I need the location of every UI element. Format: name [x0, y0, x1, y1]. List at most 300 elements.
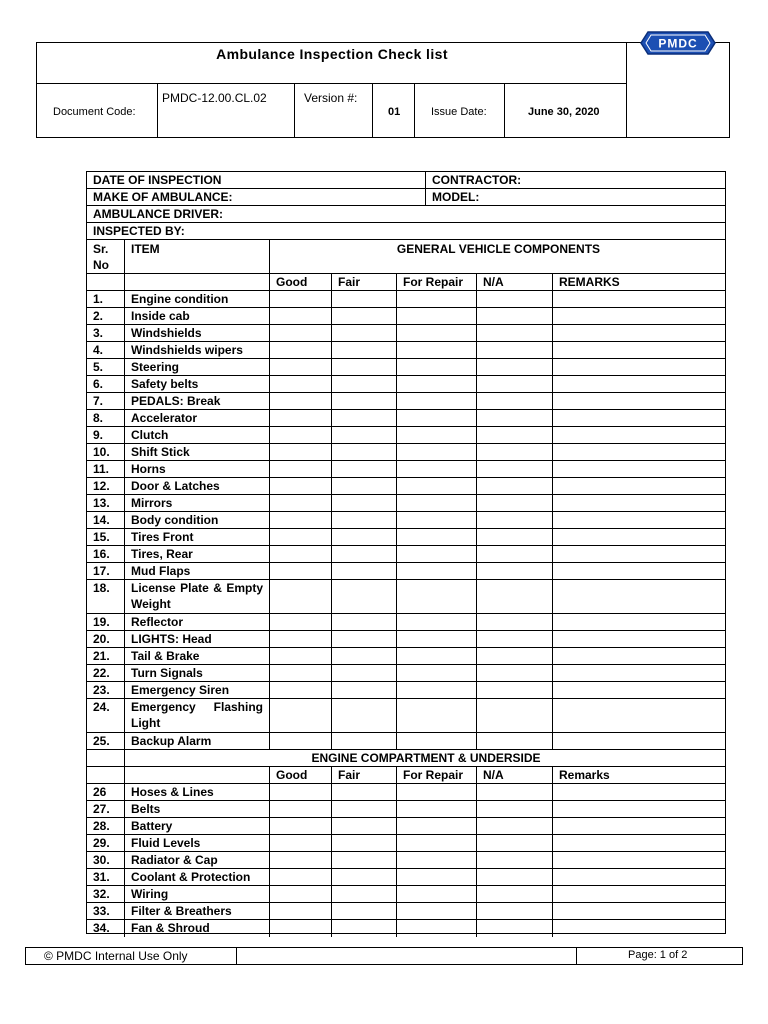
checklist-row	[87, 495, 725, 512]
item-number: 22.	[93, 666, 110, 680]
na-checkbox-cell[interactable]	[476, 665, 552, 681]
good-checkbox-cell[interactable]	[269, 495, 331, 511]
good-checkbox-cell[interactable]	[269, 512, 331, 528]
item-number: 20.	[93, 632, 110, 646]
remarks-checkbox-cell[interactable]	[552, 886, 727, 902]
item-name: Door & Latches	[124, 478, 269, 494]
for-repair-checkbox-cell[interactable]	[396, 461, 476, 477]
fair-checkbox-cell[interactable]	[331, 291, 396, 307]
header-divider	[157, 83, 158, 137]
remarks-checkbox-cell[interactable]	[552, 546, 727, 562]
item-number: 11.	[93, 462, 110, 476]
remarks-checkbox-cell[interactable]	[552, 903, 727, 919]
checklist-row	[87, 886, 725, 903]
for-repair-checkbox-cell[interactable]	[396, 648, 476, 664]
checklist-row	[87, 359, 725, 376]
na-checkbox-cell[interactable]	[476, 495, 552, 511]
page-footer	[25, 947, 743, 965]
remarks-checkbox-cell[interactable]	[552, 852, 727, 868]
remarks-checkbox-cell[interactable]	[552, 665, 727, 681]
checklist-row	[87, 648, 725, 665]
item-number: 21.	[93, 649, 110, 663]
make-of-ambulance-label: MAKE OF AMBULANCE:	[93, 190, 233, 204]
good-checkbox-cell[interactable]	[269, 631, 331, 647]
na-checkbox-cell[interactable]	[476, 869, 552, 885]
na-checkbox-cell[interactable]	[476, 903, 552, 919]
for-repair-checkbox-cell[interactable]	[396, 580, 476, 613]
item-name: Windshields wipers	[124, 342, 269, 358]
na-checkbox-cell[interactable]	[476, 852, 552, 868]
copyright-notice: © PMDC Internal Use Only	[44, 949, 188, 963]
column-header-good: Good	[269, 274, 331, 290]
fair-checkbox-cell[interactable]	[331, 869, 396, 885]
item-name: PEDALS: Break	[124, 393, 269, 409]
item-number: 9.	[93, 428, 104, 442]
for-repair-checkbox-cell[interactable]	[396, 614, 476, 630]
fair-checkbox-cell[interactable]	[331, 546, 396, 562]
remarks-checkbox-cell[interactable]	[552, 699, 727, 732]
for-repair-checkbox-cell[interactable]	[396, 920, 476, 937]
na-checkbox-cell[interactable]	[476, 699, 552, 732]
checklist-row	[87, 342, 725, 359]
fair-checkbox-cell[interactable]	[331, 920, 396, 937]
item-name: Emergency Siren	[124, 682, 269, 698]
item-name: Tires, Rear	[124, 546, 269, 562]
column-header-fair: Fair	[331, 274, 396, 290]
item-number: 14.	[93, 513, 110, 527]
remarks-checkbox-cell[interactable]	[552, 869, 727, 885]
checklist-row	[87, 461, 725, 478]
item-number: 25.	[93, 734, 110, 748]
for-repair-checkbox-cell[interactable]	[396, 563, 476, 579]
fair-checkbox-cell[interactable]	[331, 410, 396, 426]
for-repair-checkbox-cell[interactable]	[396, 784, 476, 800]
fair-checkbox-cell[interactable]	[331, 376, 396, 392]
na-checkbox-cell[interactable]	[476, 920, 552, 937]
good-checkbox-cell[interactable]	[269, 818, 331, 834]
fair-checkbox-cell[interactable]	[331, 325, 396, 341]
item-number: 8.	[93, 411, 104, 425]
info-row	[87, 189, 725, 206]
fair-checkbox-cell[interactable]	[331, 648, 396, 664]
item-name: License Plate & Empty Weight	[124, 580, 269, 613]
item-number: 15.	[93, 530, 110, 544]
checklist-row	[87, 427, 725, 444]
checklist-row	[87, 393, 725, 410]
item-number: 24.	[93, 700, 110, 714]
item-name: Filter & Breathers	[124, 903, 269, 919]
item-number: 17.	[93, 564, 110, 578]
remarks-checkbox-cell[interactable]	[552, 580, 727, 613]
remarks-checkbox-cell[interactable]	[552, 478, 727, 494]
item-number: 1.	[93, 292, 104, 306]
for-repair-checkbox-cell[interactable]	[396, 410, 476, 426]
na-checkbox-cell[interactable]	[476, 580, 552, 613]
item-name: Emergency Flashing Light	[124, 699, 269, 732]
na-checkbox-cell[interactable]	[476, 444, 552, 460]
item-name: Body condition	[124, 512, 269, 528]
good-checkbox-cell[interactable]	[269, 529, 331, 545]
for-repair-checkbox-cell[interactable]	[396, 325, 476, 341]
checklist-row	[87, 444, 725, 461]
fair-checkbox-cell[interactable]	[331, 444, 396, 460]
item-name: Turn Signals	[124, 665, 269, 681]
for-repair-checkbox-cell[interactable]	[396, 852, 476, 868]
item-name: Reflector	[124, 614, 269, 630]
checklist-row	[87, 512, 725, 529]
version-value: 01	[388, 105, 401, 118]
checklist-row	[87, 682, 725, 699]
good-checkbox-cell[interactable]	[269, 444, 331, 460]
column-header-good: Good	[269, 767, 331, 783]
item-number: 34.	[93, 921, 110, 935]
sr-no-header-line1: Sr.	[93, 242, 109, 256]
ambulance-driver-label: AMBULANCE DRIVER:	[93, 207, 223, 221]
item-number: 27.	[93, 802, 110, 816]
info-row	[87, 223, 725, 240]
good-checkbox-cell[interactable]	[269, 665, 331, 681]
column-header-for-repair: For Repair	[396, 274, 476, 290]
remarks-checkbox-cell[interactable]	[552, 444, 727, 460]
item-name: Steering	[124, 359, 269, 375]
checklist-row	[87, 869, 725, 886]
document-header	[36, 42, 730, 138]
remarks-checkbox-cell[interactable]	[552, 376, 727, 392]
fair-checkbox-cell[interactable]	[331, 461, 396, 477]
item-number: 7.	[93, 394, 104, 408]
na-checkbox-cell[interactable]	[476, 342, 552, 358]
na-checkbox-cell[interactable]	[476, 546, 552, 562]
fair-checkbox-cell[interactable]	[331, 529, 396, 545]
good-checkbox-cell[interactable]	[269, 903, 331, 919]
item-name: Tires Front	[124, 529, 269, 545]
fair-checkbox-cell[interactable]	[331, 784, 396, 800]
remarks-checkbox-cell[interactable]	[552, 325, 727, 341]
good-checkbox-cell[interactable]	[269, 376, 331, 392]
item-number: 4.	[93, 343, 104, 357]
checklist-row	[87, 546, 725, 563]
item-number: 30.	[93, 853, 110, 867]
item-name: Battery	[124, 818, 269, 834]
header-divider	[294, 83, 295, 137]
item-name: Mirrors	[124, 495, 269, 511]
na-checkbox-cell[interactable]	[476, 631, 552, 647]
remarks-checkbox-cell[interactable]	[552, 359, 727, 375]
item-name: Windshields	[124, 325, 269, 341]
remarks-checkbox-cell[interactable]	[552, 835, 727, 851]
remarks-checkbox-cell[interactable]	[552, 920, 727, 937]
issue-date-value: June 30, 2020	[528, 105, 600, 118]
checklist-row	[87, 580, 725, 614]
remarks-checkbox-cell[interactable]	[552, 393, 727, 409]
checklist-row	[87, 563, 725, 580]
for-repair-checkbox-cell[interactable]	[396, 682, 476, 698]
fair-checkbox-cell[interactable]	[331, 495, 396, 511]
document-code-value: PMDC-12.00.CL.02	[162, 91, 267, 105]
header-divider	[504, 83, 505, 137]
inspection-table	[86, 171, 726, 934]
for-repair-checkbox-cell[interactable]	[396, 801, 476, 817]
checklist-row	[87, 835, 725, 852]
na-checkbox-cell[interactable]	[476, 291, 552, 307]
fair-checkbox-cell[interactable]	[331, 852, 396, 868]
good-checkbox-cell[interactable]	[269, 546, 331, 562]
checklist-row	[87, 903, 725, 920]
good-checkbox-cell[interactable]	[269, 614, 331, 630]
for-repair-checkbox-cell[interactable]	[396, 665, 476, 681]
na-checkbox-cell[interactable]	[476, 818, 552, 834]
fair-checkbox-cell[interactable]	[331, 699, 396, 732]
for-repair-checkbox-cell[interactable]	[396, 393, 476, 409]
for-repair-checkbox-cell[interactable]	[396, 818, 476, 834]
remarks-checkbox-cell[interactable]	[552, 563, 727, 579]
good-checkbox-cell[interactable]	[269, 410, 331, 426]
na-checkbox-cell[interactable]	[476, 478, 552, 494]
footer-divider	[576, 948, 577, 964]
remarks-checkbox-cell[interactable]	[552, 291, 727, 307]
info-row	[87, 206, 725, 223]
item-number: 3.	[93, 326, 104, 340]
na-checkbox-cell[interactable]	[476, 835, 552, 851]
remarks-checkbox-cell[interactable]	[552, 631, 727, 647]
for-repair-checkbox-cell[interactable]	[396, 835, 476, 851]
remarks-checkbox-cell[interactable]	[552, 427, 727, 443]
remarks-checkbox-cell[interactable]	[552, 308, 727, 324]
item-cell	[124, 767, 269, 783]
for-repair-checkbox-cell[interactable]	[396, 342, 476, 358]
for-repair-checkbox-cell[interactable]	[396, 546, 476, 562]
for-repair-checkbox-cell[interactable]	[396, 376, 476, 392]
checklist-row	[87, 376, 725, 393]
for-repair-checkbox-cell[interactable]	[396, 733, 476, 749]
item-name: Belts	[124, 801, 269, 817]
item-name: Accelerator	[124, 410, 269, 426]
for-repair-checkbox-cell[interactable]	[396, 631, 476, 647]
column-header-remarks: Remarks	[552, 767, 727, 783]
checklist-row	[87, 733, 725, 750]
fair-checkbox-cell[interactable]	[331, 614, 396, 630]
for-repair-checkbox-cell[interactable]	[396, 886, 476, 902]
fair-checkbox-cell[interactable]	[331, 886, 396, 902]
na-checkbox-cell[interactable]	[476, 529, 552, 545]
item-name: LIGHTS: Head	[124, 631, 269, 647]
good-checkbox-cell[interactable]	[269, 733, 331, 749]
na-checkbox-cell[interactable]	[476, 733, 552, 749]
pmdc-logo	[640, 30, 716, 56]
fair-checkbox-cell[interactable]	[331, 512, 396, 528]
checklist-row	[87, 308, 725, 325]
header-divider	[372, 83, 373, 137]
good-checkbox-cell[interactable]	[269, 648, 331, 664]
for-repair-checkbox-cell[interactable]	[396, 478, 476, 494]
checklist-row	[87, 920, 725, 937]
good-checkbox-cell[interactable]	[269, 478, 331, 494]
inspected-by-label: INSPECTED BY:	[93, 224, 185, 238]
item-number: 23.	[93, 683, 110, 697]
item-header: ITEM	[124, 240, 269, 273]
for-repair-checkbox-cell[interactable]	[396, 291, 476, 307]
item-number: 29.	[93, 836, 110, 850]
good-checkbox-cell[interactable]	[269, 427, 331, 443]
checklist-row	[87, 614, 725, 631]
na-checkbox-cell[interactable]	[476, 512, 552, 528]
fair-checkbox-cell[interactable]	[331, 818, 396, 834]
for-repair-checkbox-cell[interactable]	[396, 529, 476, 545]
item-name: Clutch	[124, 427, 269, 443]
remarks-checkbox-cell[interactable]	[552, 614, 727, 630]
remarks-checkbox-cell[interactable]	[552, 648, 727, 664]
fair-checkbox-cell[interactable]	[331, 665, 396, 681]
good-checkbox-cell[interactable]	[269, 835, 331, 851]
good-checkbox-cell[interactable]	[269, 801, 331, 817]
fair-checkbox-cell[interactable]	[331, 393, 396, 409]
na-checkbox-cell[interactable]	[476, 648, 552, 664]
remarks-checkbox-cell[interactable]	[552, 512, 727, 528]
pmdc-logo-graphic	[640, 30, 716, 56]
contractor-label: CONTRACTOR:	[425, 172, 727, 188]
good-checkbox-cell[interactable]	[269, 291, 331, 307]
svg-text:PMDC: PMDC	[658, 36, 698, 51]
checklist-row	[87, 801, 725, 818]
item-name: Tail & Brake	[124, 648, 269, 664]
na-checkbox-cell[interactable]	[476, 427, 552, 443]
na-checkbox-cell[interactable]	[476, 886, 552, 902]
good-checkbox-cell[interactable]	[269, 869, 331, 885]
for-repair-checkbox-cell[interactable]	[396, 359, 476, 375]
fair-checkbox-cell[interactable]	[331, 801, 396, 817]
for-repair-checkbox-cell[interactable]	[396, 427, 476, 443]
header-divider	[414, 83, 415, 137]
good-checkbox-cell[interactable]	[269, 699, 331, 732]
na-checkbox-cell[interactable]	[476, 563, 552, 579]
for-repair-checkbox-cell[interactable]	[396, 308, 476, 324]
checklist-row	[87, 478, 725, 495]
item-name: Wiring	[124, 886, 269, 902]
column-header-na: N/A	[476, 274, 552, 290]
remarks-checkbox-cell[interactable]	[552, 784, 727, 800]
for-repair-checkbox-cell[interactable]	[396, 699, 476, 732]
item-cell	[124, 274, 269, 290]
column-header-remarks: REMARKS	[552, 274, 727, 290]
fair-checkbox-cell[interactable]	[331, 835, 396, 851]
good-checkbox-cell[interactable]	[269, 886, 331, 902]
good-checkbox-cell[interactable]	[269, 852, 331, 868]
item-number: 32.	[93, 887, 110, 901]
fair-checkbox-cell[interactable]	[331, 733, 396, 749]
na-checkbox-cell[interactable]	[476, 784, 552, 800]
for-repair-checkbox-cell[interactable]	[396, 444, 476, 460]
good-checkbox-cell[interactable]	[269, 461, 331, 477]
checklist-row	[87, 410, 725, 427]
item-name: Safety belts	[124, 376, 269, 392]
for-repair-checkbox-cell[interactable]	[396, 869, 476, 885]
remarks-checkbox-cell[interactable]	[552, 682, 727, 698]
section-title-row	[87, 240, 725, 274]
item-number: 19.	[93, 615, 110, 629]
fair-checkbox-cell[interactable]	[331, 342, 396, 358]
fair-checkbox-cell[interactable]	[331, 563, 396, 579]
na-checkbox-cell[interactable]	[476, 359, 552, 375]
na-checkbox-cell[interactable]	[476, 325, 552, 341]
good-checkbox-cell[interactable]	[269, 325, 331, 341]
item-number: 26	[93, 785, 107, 799]
fair-checkbox-cell[interactable]	[331, 631, 396, 647]
sr-no-cell	[87, 274, 124, 290]
item-number: 18.	[93, 581, 110, 595]
for-repair-checkbox-cell[interactable]	[396, 512, 476, 528]
checklist-row	[87, 291, 725, 308]
fair-checkbox-cell[interactable]	[331, 682, 396, 698]
sr-no-cell	[87, 767, 124, 783]
remarks-checkbox-cell[interactable]	[552, 801, 727, 817]
remarks-checkbox-cell[interactable]	[552, 461, 727, 477]
remarks-checkbox-cell[interactable]	[552, 342, 727, 358]
good-checkbox-cell[interactable]	[269, 580, 331, 613]
section-title: ENGINE COMPARTMENT & UNDERSIDE	[124, 750, 727, 766]
checklist-row	[87, 784, 725, 801]
good-checkbox-cell[interactable]	[269, 563, 331, 579]
item-number: 16.	[93, 547, 110, 561]
na-checkbox-cell[interactable]	[476, 410, 552, 426]
item-name: Fan & Shroud	[124, 920, 269, 937]
item-number: 6.	[93, 377, 104, 391]
column-header-for-repair: For Repair	[396, 767, 476, 783]
na-checkbox-cell[interactable]	[476, 682, 552, 698]
checklist-row	[87, 325, 725, 342]
remarks-checkbox-cell[interactable]	[552, 495, 727, 511]
good-checkbox-cell[interactable]	[269, 920, 331, 937]
na-checkbox-cell[interactable]	[476, 801, 552, 817]
checklist-row	[87, 631, 725, 648]
checklist-row	[87, 699, 725, 733]
model-label: MODEL:	[425, 189, 727, 205]
good-checkbox-cell[interactable]	[269, 359, 331, 375]
fair-checkbox-cell[interactable]	[331, 359, 396, 375]
good-checkbox-cell[interactable]	[269, 784, 331, 800]
section-title: GENERAL VEHICLE COMPONENTS	[269, 240, 727, 273]
good-checkbox-cell[interactable]	[269, 393, 331, 409]
fair-checkbox-cell[interactable]	[331, 308, 396, 324]
for-repair-checkbox-cell[interactable]	[396, 903, 476, 919]
remarks-checkbox-cell[interactable]	[552, 818, 727, 834]
item-name: Mud Flaps	[124, 563, 269, 579]
na-checkbox-cell[interactable]	[476, 461, 552, 477]
item-number: 12.	[93, 479, 110, 493]
good-checkbox-cell[interactable]	[269, 682, 331, 698]
na-checkbox-cell[interactable]	[476, 614, 552, 630]
remarks-checkbox-cell[interactable]	[552, 410, 727, 426]
fair-checkbox-cell[interactable]	[331, 478, 396, 494]
checklist-row	[87, 665, 725, 682]
fair-checkbox-cell[interactable]	[331, 580, 396, 613]
issue-date-label: Issue Date:	[431, 105, 487, 118]
fair-checkbox-cell[interactable]	[331, 903, 396, 919]
item-name: Hoses & Lines	[124, 784, 269, 800]
good-checkbox-cell[interactable]	[269, 308, 331, 324]
na-checkbox-cell[interactable]	[476, 393, 552, 409]
good-checkbox-cell[interactable]	[269, 342, 331, 358]
remarks-checkbox-cell[interactable]	[552, 733, 727, 749]
column-header-fair: Fair	[331, 767, 396, 783]
remarks-checkbox-cell[interactable]	[552, 529, 727, 545]
item-name: Inside cab	[124, 308, 269, 324]
na-checkbox-cell[interactable]	[476, 308, 552, 324]
for-repair-checkbox-cell[interactable]	[396, 495, 476, 511]
fair-checkbox-cell[interactable]	[331, 427, 396, 443]
item-number: 13.	[93, 496, 110, 510]
na-checkbox-cell[interactable]	[476, 376, 552, 392]
item-name: Backup Alarm	[124, 733, 269, 749]
